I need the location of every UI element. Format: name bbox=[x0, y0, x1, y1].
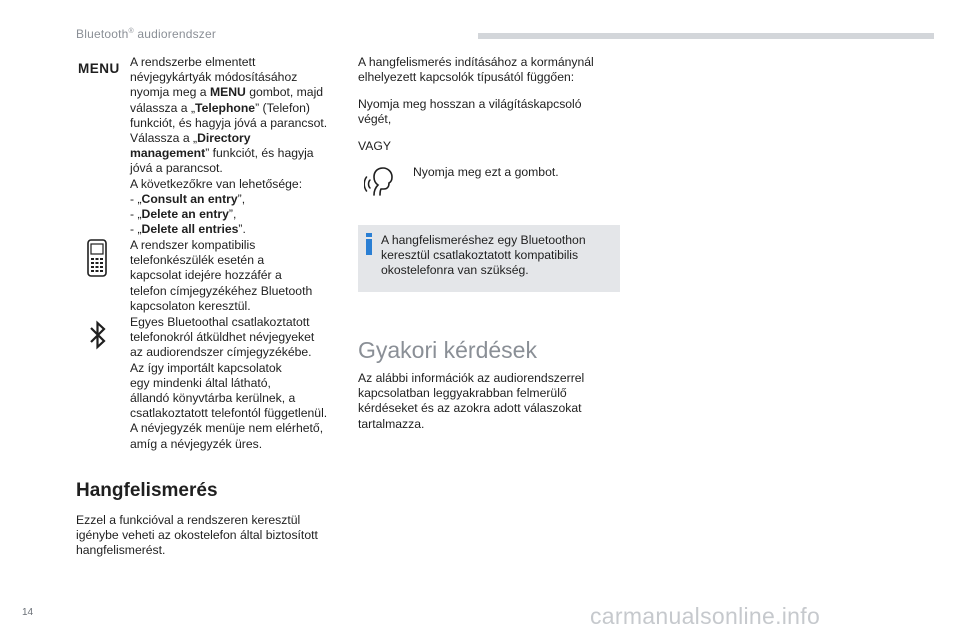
header-rule bbox=[478, 33, 934, 39]
phone-handset-icon bbox=[86, 238, 108, 278]
voice-command-icon bbox=[364, 165, 400, 199]
voice-recognition-text: Ezzel a funkcióval a rendszeren keresztül igénybe veheti az okostelefon által biztosított hangfelismerést. bbox=[76, 513, 318, 558]
section-title-faq: Gyakori kérdések bbox=[358, 337, 537, 363]
phonebook-access-text: A rendszer kompatibilis telefonkészülék esetén a kapcsolat idejére hozzáfér a telefon címjegyzékéhez Bluetooth kapcsolaton keresztül. bbox=[130, 238, 313, 313]
bluetooth-icon bbox=[89, 320, 107, 350]
running-header: Bluetooth® audiorendszer bbox=[76, 27, 217, 41]
light-switch-text: Nyomja meg hosszan a világításkapcsoló végét, bbox=[358, 97, 582, 127]
page-number: 14 bbox=[22, 607, 34, 618]
or-label: VAGY bbox=[358, 139, 391, 153]
watermark: carmanualsonline.info bbox=[590, 603, 821, 629]
contact-import-text: Egyes Bluetoothal csatlakoztatott telefonokról átküldhet névjegyeket az audiorendszer címjegyzékébe. Az így importált kapcsolatok egy mindenki által látható, állandó könyvtárba kerülnek, a csatlakoztatott telefontól függetlenül. A névjegyzék menüje nem elérhető, amíg a névjegyzék üres. bbox=[130, 315, 328, 451]
directory-edit-text: A rendszerbe elmentett névjegykártyák módosításához nyomja meg a MENU gombot, majd válassza a „Telephone” (Telefon) funkciót, és hagyja jóvá a parancsot. Válassza a „Directory management” funkciót, és hagyja jóvá a parancsot. A következőkre van lehetősége: - „Consult an entry”, - „Delete an entry”, - „Delete all entries”. bbox=[130, 55, 328, 237]
voice-start-text: A hangfelismerés indításához a kormánynál elhelyezett kapcsolók típusától függően: bbox=[358, 55, 594, 85]
info-box-text: A hangfelismeréshez egy Bluetoothon keresztül csatlakoztatott kompatibilis okostelefonra van szükség. bbox=[381, 233, 586, 278]
press-button-text: Nyomja meg ezt a gombot. bbox=[413, 165, 559, 179]
faq-intro-text: Az alábbi információk az audiorendszerrel kapcsolatban leggyakrabban felmerülő kérdéseket és az azokra adott válaszokat tartalmazza. bbox=[358, 371, 585, 431]
menu-button-icon: MENU bbox=[78, 61, 120, 76]
info-icon bbox=[365, 233, 373, 255]
section-title-voice-recognition: Hangfelismerés bbox=[76, 480, 218, 501]
